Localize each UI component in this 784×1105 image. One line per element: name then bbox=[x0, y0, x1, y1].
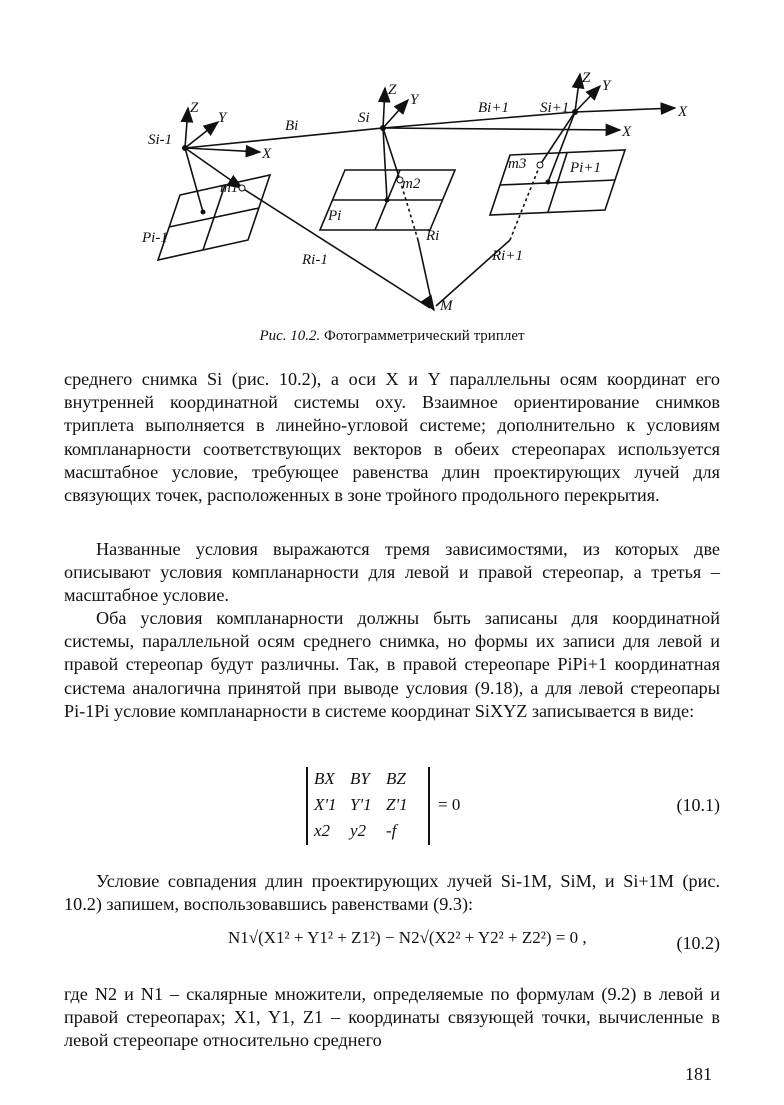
label-s-prev: Si-1 bbox=[148, 132, 173, 148]
z-axis-right bbox=[575, 74, 580, 112]
svg-text:Z: Z bbox=[190, 100, 199, 116]
baseline-bi bbox=[185, 128, 383, 148]
label-m-point: M bbox=[440, 298, 453, 314]
ray-r-cur bbox=[418, 240, 432, 304]
y-axis-left bbox=[185, 122, 218, 148]
caption-prefix: Рис. 10.2. bbox=[259, 328, 321, 344]
y-axis-right bbox=[575, 86, 600, 112]
label-b-i: Bi bbox=[285, 118, 299, 134]
svg-text:Z: Z bbox=[388, 82, 397, 98]
label-b-next: Bi+1 bbox=[478, 100, 509, 116]
paragraph-2: Названные условия выражаются тремя зависимостями, из которых две описывают условия компланарности для левой и правой стереопар, а третья – масштабное условие. bbox=[64, 539, 720, 606]
svg-text:Y: Y bbox=[218, 110, 227, 126]
label-m2: m2 bbox=[402, 176, 421, 192]
paragraph-4: Условие совпадения длин проектирующих лучей Si-1M, SiM, и Si+1M (рис. 10.2) запишем, воспользовавшись равенствами (9.3): bbox=[64, 871, 720, 915]
svg-text:Y: Y bbox=[410, 92, 419, 108]
x-axis-far bbox=[575, 108, 675, 112]
caption-text: Фотограмметрический триплет bbox=[324, 328, 525, 344]
ray-r-prev bbox=[242, 188, 430, 308]
label-m3: m3 bbox=[508, 156, 527, 172]
x-axis-mid bbox=[383, 128, 620, 130]
photogrammetric-triplet-figure bbox=[100, 60, 700, 325]
svg-text:X: X bbox=[678, 104, 688, 120]
svg-text:Y: Y bbox=[602, 78, 611, 94]
determinant-matrix: BX BY BZ X'1 Y'1 Z'1 x2 y2 -f bbox=[314, 769, 408, 840]
label-p-next: Pi+1 bbox=[570, 160, 601, 176]
figure-caption bbox=[0, 328, 784, 345]
x-axis-left bbox=[185, 148, 260, 152]
label-s-cur: Si bbox=[358, 110, 370, 126]
label-p-prev: Pi-1 bbox=[142, 230, 168, 246]
z-axis-mid bbox=[383, 88, 385, 128]
equation-10-2: N1√(X1² + Y1² + Z1²) − N2√(X2² + Y2² + Z2²) = 0 , bbox=[228, 928, 587, 947]
svg-text:X: X bbox=[622, 124, 632, 140]
label-p-cur: Pi bbox=[328, 208, 342, 224]
page-number: 181 bbox=[685, 1064, 712, 1084]
label-r-prev: Ri-1 bbox=[302, 252, 328, 268]
label-s-next: Si+1 bbox=[540, 100, 570, 116]
svg-text:Z: Z bbox=[582, 70, 591, 86]
equation-2-number: (10.2) bbox=[676, 933, 720, 953]
paragraph-1: среднего снимка Si (рис. 10.2), а оси X и Y параллельны осям координат его внутренней координатной системы oxy. Взаимное ориентирование снимков триплета выполняется в линейно-угловой системе; дополнительно к условиям компланарности соответствующих векторов в обеих стереопарах используется масштабное условие, требующее равенства длин проектирующих лучей для связующих точек, расположенных в зоне тройного продольного перекрытия. bbox=[64, 369, 720, 506]
paragraph-5: где N2 и N1 – скалярные множители, определяемые по формулам (9.2) в левой и правой стереопарах; X1, Y1, Z1 – координаты связующей точки, вычисленные в левой стереопаре относительно среднего bbox=[64, 984, 720, 1051]
y-axis-mid bbox=[383, 100, 408, 128]
paragraph-3: Оба условия компланарности должны быть записаны для координатной системы, параллельной осям среднего снимка, но формы их записи для левой и правой стереопар будут различны. Так, в правой стереопаре PiPi+1 координатная система аналогична принятой при выводе условия (9.18), а для левой стереопары Pi-1Pi условие компланарности в системе координат SiXYZ записывается в виде: bbox=[64, 608, 720, 721]
equation-10-1 bbox=[298, 765, 738, 847]
label-r-cur: Ri bbox=[426, 228, 440, 244]
equation-1-number: (10.1) bbox=[676, 795, 720, 815]
label-m1: m1 bbox=[220, 180, 239, 196]
svg-text:X: X bbox=[262, 146, 272, 162]
z-axis-left bbox=[185, 108, 188, 148]
label-r-next: Ri+1 bbox=[492, 248, 523, 264]
equation-1-rhs: = 0 bbox=[438, 795, 461, 814]
